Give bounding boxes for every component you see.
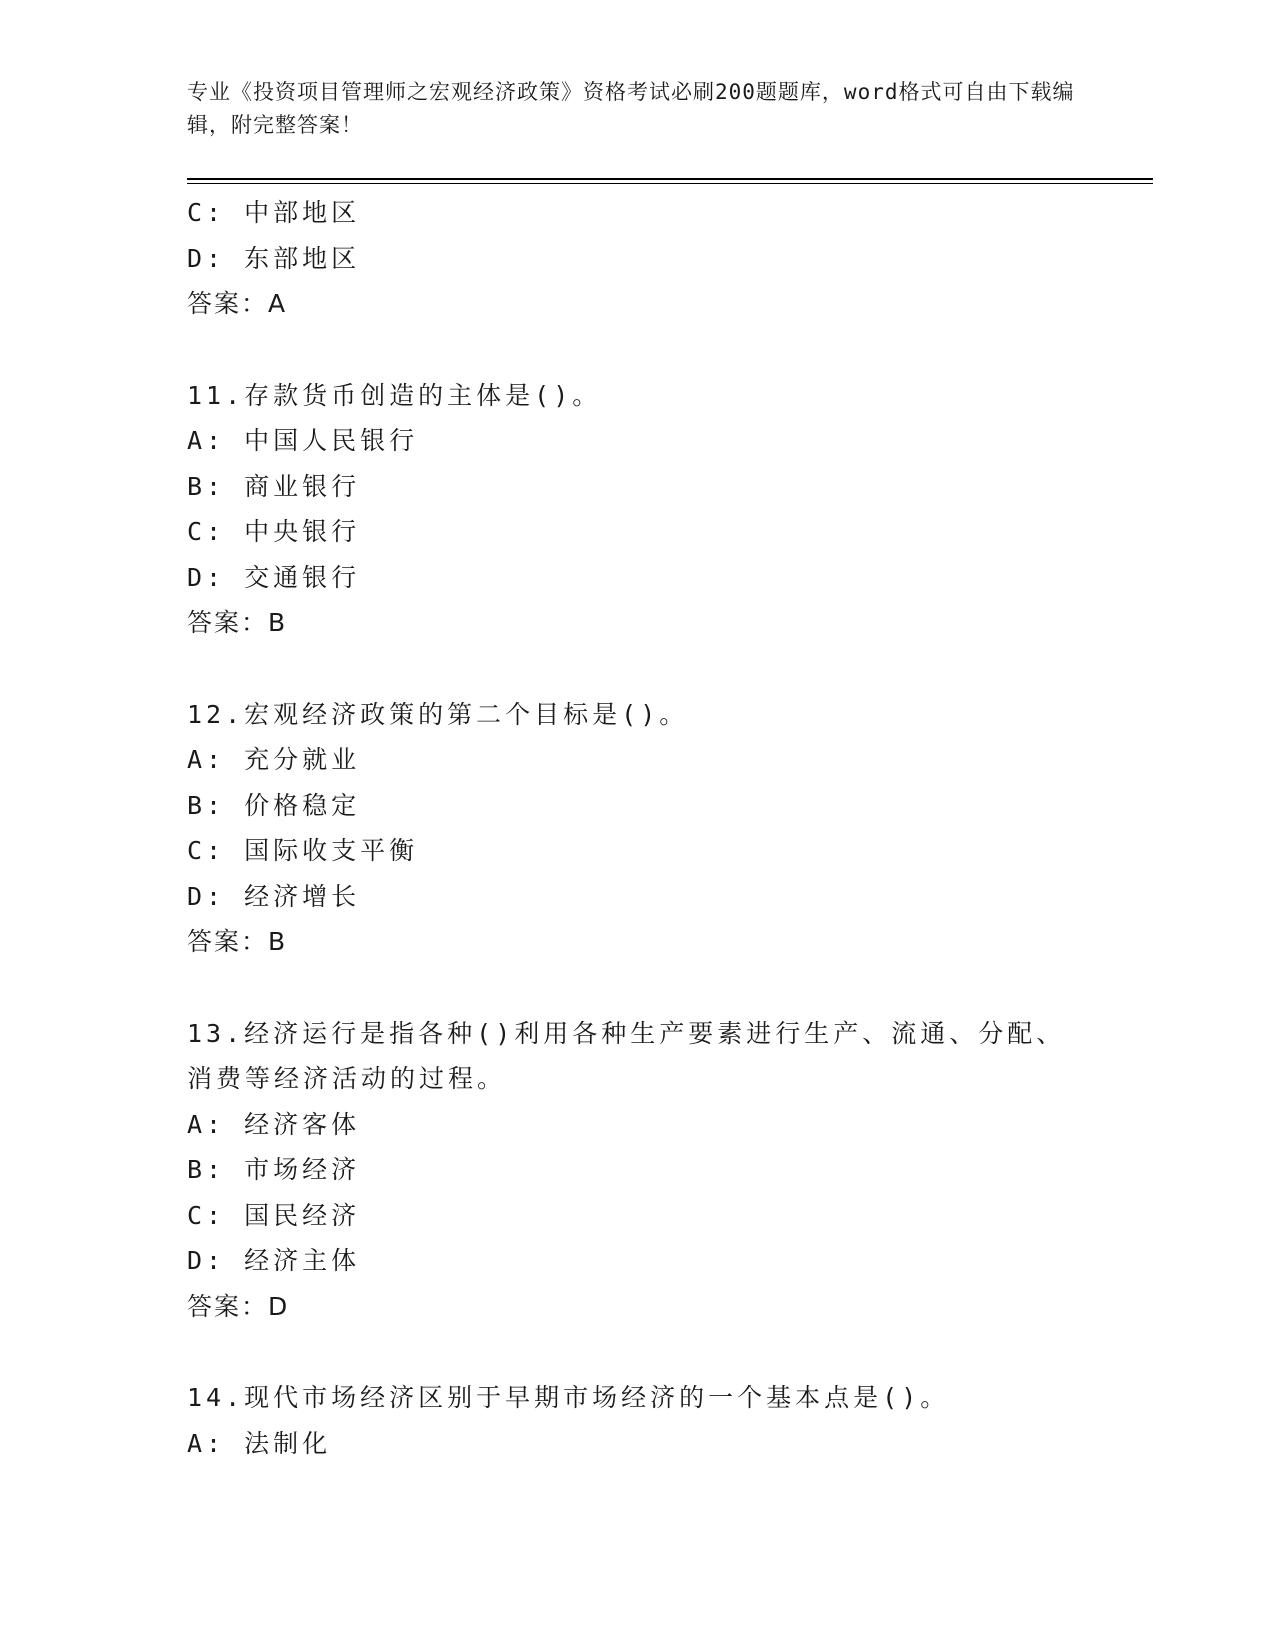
spacer — [187, 1329, 1087, 1375]
header-rule-thick — [187, 178, 1153, 180]
document-header: 专业《投资项目管理师之宏观经济政策》资格考试必刷200题题库，word格式可自由下载编辑，附完整答案！ — [187, 80, 1075, 137]
answer: 答案：B — [187, 608, 288, 637]
option-c: C: 国民经济 — [187, 1200, 361, 1230]
answer: 答案：D — [187, 1291, 290, 1321]
question-11-text: 11.存款货币创造的主体是()。 — [187, 380, 602, 410]
question-content — [187, 190, 1087, 1466]
spacer — [187, 646, 1087, 692]
option-a: A: 中国人民银行 — [187, 426, 419, 455]
spacer — [187, 327, 1087, 373]
option-c: C: 中央银行 — [187, 517, 361, 546]
option-d: D: 经济主体 — [187, 1246, 361, 1275]
question-12-text: 12.宏观经济政策的第二个目标是()。 — [187, 699, 689, 729]
option-b: B: 商业银行 — [187, 471, 361, 501]
question-13-text: 13.经济运行是指各种()利用各种生产要素进行生产、流通、分配、消费等经济活动的过程。 — [187, 1018, 1066, 1093]
option-c: C: 中部地区 — [187, 198, 361, 227]
spacer — [187, 965, 1087, 1011]
header-rule-thin — [187, 183, 1153, 184]
option-d: D: 东部地区 — [187, 243, 361, 273]
option-d: D: 经济增长 — [187, 881, 361, 911]
option-d: D: 交通银行 — [187, 562, 361, 592]
answer: 答案：A — [187, 289, 288, 318]
option-b: B: 市场经济 — [187, 1155, 361, 1184]
option-a: A: 充分就业 — [187, 745, 361, 774]
answer: 答案：B — [187, 927, 288, 956]
option-b: B: 价格稳定 — [187, 790, 361, 820]
option-c: C: 国际收支平衡 — [187, 836, 419, 865]
question-14-text: 14.现代市场经济区别于早期市场经济的一个基本点是()。 — [187, 1383, 950, 1412]
option-a: A: 法制化 — [187, 1428, 332, 1458]
option-a: A: 经济客体 — [187, 1109, 361, 1139]
